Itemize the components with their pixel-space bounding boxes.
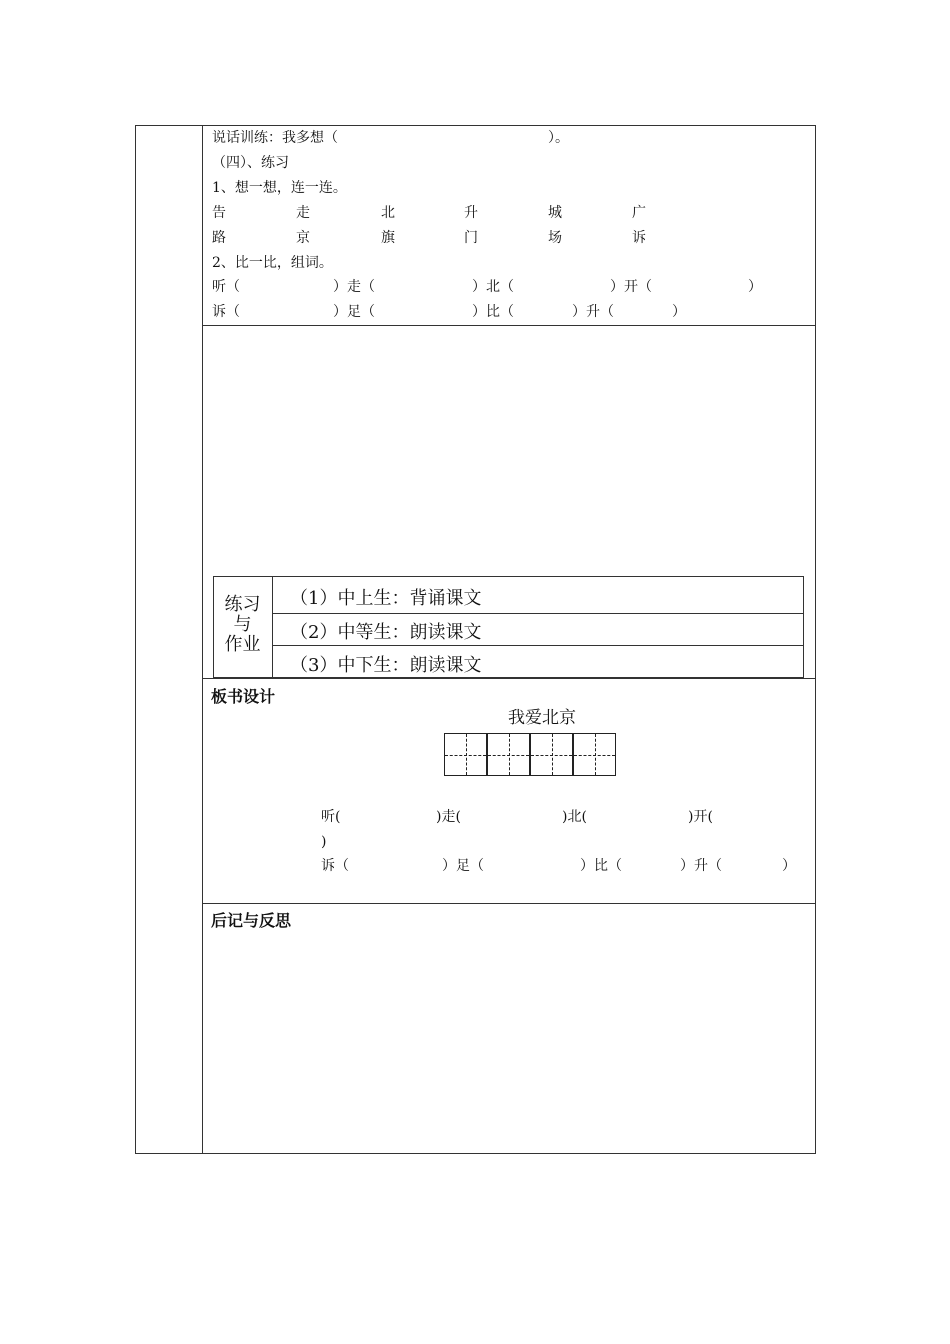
- word-blank: )开(: [688, 809, 713, 825]
- char: 诉: [632, 230, 646, 246]
- word-blank: ）: [672, 304, 686, 320]
- word-blank: )北(: [562, 809, 587, 825]
- row-divider: [202, 678, 816, 679]
- homework-row-divider: [272, 645, 804, 646]
- char: 告: [212, 205, 226, 221]
- char: 升: [464, 205, 478, 221]
- word-blank: ）比（: [472, 304, 514, 320]
- tianzige-box: [444, 733, 487, 776]
- tianzige-box: [530, 733, 573, 776]
- word-blank: ）比（: [580, 858, 622, 874]
- char: 场: [548, 230, 562, 246]
- speaking-exercise: 说话训练：我多想（ ）。: [212, 130, 569, 146]
- char: 路: [212, 230, 226, 246]
- homework-item: （1）中上生：背诵课文: [290, 588, 482, 609]
- word-blank: ）走（: [333, 279, 375, 295]
- char: 北: [381, 205, 395, 221]
- word-blank: ）升（: [572, 304, 614, 320]
- word-blank: ）升（: [680, 858, 722, 874]
- homework-item: （3）中下生：朗读课文: [290, 655, 482, 676]
- word-blank: ）足（: [333, 304, 375, 320]
- word-blank: 诉（: [212, 304, 240, 320]
- label-line: 练习: [224, 594, 261, 615]
- row-divider: [202, 903, 816, 904]
- board-design-title: 板书设计: [211, 687, 276, 706]
- homework-divider: [272, 576, 273, 678]
- char: 京: [296, 230, 310, 246]
- word-blank: 听(: [321, 809, 341, 825]
- char: 广: [632, 205, 646, 221]
- word-blank: ）开（: [610, 279, 652, 295]
- homework-item: （2）中等生：朗读课文: [290, 622, 482, 643]
- lesson-title: 我爱北京: [508, 708, 576, 728]
- homework-label: [213, 595, 272, 655]
- column-divider: [202, 125, 203, 1154]
- task-compare: 2、比一比，组词。: [212, 255, 333, 271]
- word-blank-wrap: ): [321, 834, 327, 850]
- row-divider: [202, 325, 816, 326]
- practice-heading: （四）、练习: [212, 155, 289, 171]
- word-blank: 听（: [212, 279, 240, 295]
- char: 旗: [381, 230, 395, 246]
- label-line: 与: [233, 614, 252, 635]
- word-blank: ）北（: [472, 279, 514, 295]
- task-connect: 1、想一想，连一连。: [212, 180, 347, 196]
- tianzige-box: [573, 733, 616, 776]
- homework-row-divider: [272, 613, 804, 614]
- word-blank: ）: [748, 279, 762, 295]
- char: 走: [296, 205, 310, 221]
- tianzige-box: [487, 733, 530, 776]
- word-blank: ）足（: [442, 858, 484, 874]
- word-blank: ）: [782, 858, 796, 874]
- word-blank: )走(: [436, 809, 461, 825]
- char: 城: [548, 205, 562, 221]
- word-blank: 诉（: [321, 858, 349, 874]
- label-line: 作业: [224, 634, 261, 655]
- reflection-title: 后记与反思: [211, 911, 292, 930]
- char: 门: [464, 230, 478, 246]
